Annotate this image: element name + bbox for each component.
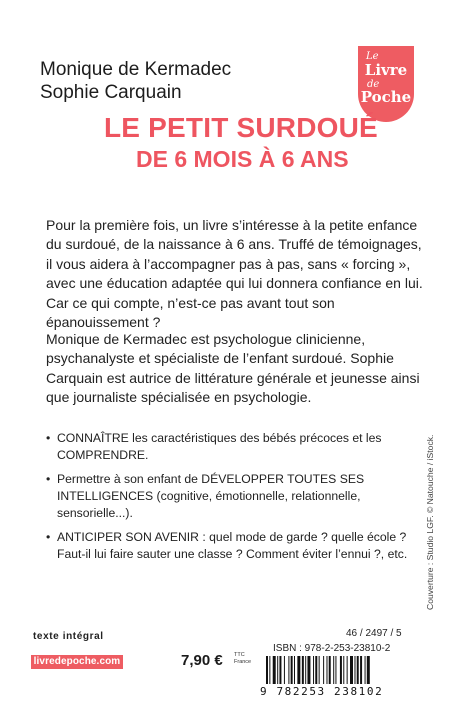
cover-credit: Couverture : Studio LGF. © Natouche / iStock.	[425, 434, 435, 610]
logo-livre: Livre	[364, 61, 408, 79]
barcode-bar	[291, 656, 293, 684]
livre-de-poche-logo	[358, 46, 414, 122]
authors-bio-paragraph: Monique de Kermadec est psychologue clinicienne, psychanalyste et spécialiste de l’enfant surdoué. Sophie Carquain est autrice de littérature générale et jeunesse ainsi que journaliste spécialisée en psychologie.	[46, 331, 420, 406]
barcode-bar	[347, 656, 348, 684]
barcode-bar	[333, 656, 334, 684]
key-point-item: • CONNAÎTRE les caractéristiques des bébés précoces et les COMPRENDRE.	[46, 430, 426, 464]
author-name-2: Sophie Carquain	[40, 82, 182, 103]
key-points-list	[46, 430, 426, 570]
website-link[interactable]: livredepoche.com	[31, 655, 123, 669]
barcode-bar	[277, 656, 278, 684]
barcode-bar	[294, 656, 295, 684]
barcode-bar	[273, 656, 276, 684]
price-note-ttc: TTC	[234, 652, 245, 658]
price-note-france: France	[234, 658, 252, 665]
barcode-bar	[360, 656, 362, 684]
barcode-bar	[302, 656, 304, 684]
key-point-item: • Permettre à son enfant de DÉVELOPPER TOUTES SES INTELLIGENCES (cognitive, émotionnelle, relationnelle, sensorielle...).	[46, 471, 426, 522]
logo-poche: Poche	[360, 88, 412, 106]
barcode-bar	[307, 656, 310, 684]
logo-de: de	[367, 79, 380, 90]
barcode-bar	[319, 656, 320, 684]
barcode-bar	[288, 656, 289, 684]
barcode-bar	[284, 656, 285, 684]
price-note	[234, 652, 251, 665]
barcode	[266, 656, 400, 686]
isbn: ISBN : 978-2-253-23810-2	[273, 643, 391, 654]
barcode-bar	[313, 656, 314, 684]
barcode-bar	[343, 656, 344, 684]
price: 7,90 €	[181, 652, 223, 669]
barcode-bar	[326, 656, 327, 684]
barcode-bar	[323, 656, 324, 684]
book-title: LE PETIT SURDOUÉ	[104, 112, 378, 143]
barcode-bar	[305, 656, 306, 684]
barcode-bar	[350, 656, 353, 684]
author-name-1: Monique de Kermadec	[40, 59, 232, 80]
summary-paragraph: Pour la première fois, un livre s’intéresse à la petite enfance du surdoué, de la naissance à 6 ans. Truffé de témoignages, il vous aidera à l’accompagner pas à pas, sans « forcing », avec une éducation adaptée qui lui donnera confiance en lui. Car ce qui compte, n’est-ce pas avant tout son épanouissement ?	[46, 217, 423, 331]
barcode-bar	[354, 656, 355, 684]
barcode-bar	[335, 656, 336, 684]
barcode-digits: 9 782253 238102	[260, 685, 384, 698]
book-subtitle: DE 6 MOIS À 6 ANS	[136, 146, 349, 172]
barcode-bar	[365, 656, 366, 684]
barcode-bar	[266, 656, 268, 684]
catalog-code: 46 / 2497 / 5	[346, 628, 402, 639]
key-point-item: • ANTICIPER SON AVENIR : quel mode de garde ? quelle école ? Faut-il lui faire sauter une classe ? Comment éviter l’ennui ?, etc.	[46, 529, 426, 563]
texte-integral-label: texte intégral	[33, 631, 104, 642]
barcode-bar	[315, 656, 317, 684]
barcode-bar	[279, 656, 281, 684]
barcode-bar	[297, 656, 300, 684]
barcode-bar	[367, 656, 370, 684]
barcode-bar	[357, 656, 359, 684]
barcode-bar	[269, 656, 270, 684]
barcode-bar	[329, 656, 331, 684]
logo-le: Le	[366, 51, 379, 62]
barcode-bar	[340, 656, 342, 684]
